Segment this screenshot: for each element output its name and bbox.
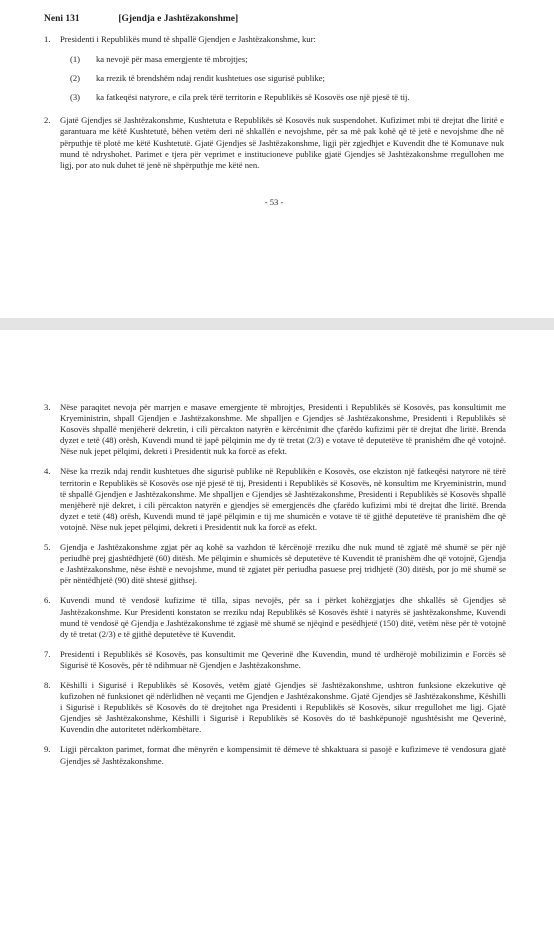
page-separator [0,318,554,330]
page-number: - 53 - [264,196,284,207]
sub-item-2 [70,73,504,84]
sub-item-number: (3) [70,92,81,103]
paragraph-6 [44,595,506,639]
paragraph-text: Nëse ka rrezik ndaj rendit kushtetues dhe sigurisë publike në Republikën e Kosovës, ose ekziston një fatkeqësi natyrore në tërë territorin e Republikës së Kosovës ose një pjesë të tij, Presidenti i Republikës së Kosovës, në konsultim me Kryeministrin, mund të shpallë Gjendjen e Jashtëzakonshme. Me shpalljen e Gjendjes së Jashtëzakonshme, Presidenti i Republikës së Kosovës shpallë menjëherë një dekret, i cili përcakton natyrën e gjendjes së emergjencës dhe çfarëdo kufizimi mbi të drejtat dhe liritë. Brenda dyzet e tetë (48) orësh, Kuvendi mund të japë pëlqimin e tij me shumicën e votave të të gjithë deputetëve të pranishëm dhe që votojnë. Nëse nuk jepet pëlqimi, dekreti i Presidentit nuk ka forcë as efekt. [60,466,506,532]
paragraph-3 [44,402,506,457]
paragraph-number: 9. [44,744,51,755]
sub-item-text: ka rrezik të brendshëm ndaj rendit kushtetues ose sigurisë publike; [96,73,325,84]
sub-item-1 [70,54,504,65]
paragraph-number: 6. [44,595,51,606]
paragraph-4 [44,466,506,533]
paragraph-number: 1. [44,34,51,44]
sub-item-text: ka nevojë për masa emergjente të mbrojtjes; [96,54,248,65]
document-page-bottom [0,330,554,932]
paragraph-text: Nëse paraqitet nevoja për marrjen e masave emergjente të mbrojtjes, Presidenti i Republikës së Kosovës, pas konsultimit me Kryeministrin, shpall Gjendjen e Jashtëzakonshme. Me shpalljen e Gjendjes së Jashtëzakonshme, Presidenti i Republikës së Kosovës shpallë menjëherë dekretin, i cili përcakton natyrën e kërcënimit dhe çfarëdo kufizimi për të drejtat dhe liritë. Brenda dyzet e tetë (48) orësh, Kuvendi mund të japë pëlqimin me dy të tretat (2/3) e votave të deputetëve të pranishëm dhe që votojnë. Nëse nuk jepet pëlqimi, dekreti i Presidentit nuk ka forcë as efekt. [60,402,506,457]
sub-item-text: ka fatkeqësi natyrore, e cila prek tërë territorin e Republikës së Kosovës ose një pjesë të tij. [96,92,410,103]
paragraph-number: 4. [44,466,51,477]
article-header [44,14,504,24]
paragraph-text: Presidenti i Republikës mund të shpallë Gjendjen e Jashtëzakonshme, kur: [60,34,316,44]
paragraph-number: 7. [44,648,51,659]
paragraph-1 [44,34,504,45]
document-page-top [0,0,554,318]
sub-item-number: (1) [70,54,81,65]
paragraph-2 [44,115,504,170]
paragraph-text: Gjatë Gjendjes së Jashtëzakonshme, Kushtetuta e Republikës së Kosovës nuk suspendohet. Kufizimet mbi të drejtat dhe liritë e garantuara me këtë Kushtetutë, bëhen vetëm deri në shkallën e nevojshme, për sa më pak kohë që të jetë e nevojshme dhe në përputhje të plotë me këtë Kushtetutë. Gjatë Gjendjes së Jashtëzakonshme, ligji për zgjedhjet e Kuvendit dhe të Komunave nuk mund të ndryshohet. Parimet e tjera për veprimet e institucioneve publike gjatë Gjendjes së Jashtëzakonshme rregullohen me ligj, por ato nuk duhet të jenë në shpërputhje me këtë nen. [60,115,504,170]
paragraph-9 [44,744,506,766]
paragraph-5 [44,542,506,586]
paragraph-text: Gjendja e Jashtëzakonshme zgjat për aq kohë sa vazhdon të kërcënojë rreziku dhe nuk mund të zgjatë më shumë se për një periudhë prej gjashtëdhjetë (60) ditësh. Me pëlqimin e shumicës së deputetëve të Kuvendit të pranishëm dhe që votojnë, Gjendja e Jashtëzakonshme, nëse është e nevojshme, mund të zgjatet për periudha pasuese prej tridhjetë (30) ditësh, por jo më shumë se për nëntëdhjetë (90) ditë shtesë gjithsej. [60,542,506,586]
paragraph-text: Kuvendi mund të vendosë kufizime të tilla, sipas nevojës, për sa i përket kohëzgjatjes dhe shkallës së Gjendjes së Jashtëzakonshme. Kur Presidenti konstaton se rreziku ndaj Republikës së Kosovës është i natyrës së jashtëzakonshme, Kuvendi mund të vendosë që Gjendja e Jashtëzakonshme të zgjasë më shumë se njëqind e pesëdhjetë (150) ditë, vetëm nëse për të votojnë dy të tretat (2/3) e të gjithë deputetëve të Kuvendit. [60,595,506,639]
article-title: [Gjendja e Jashtëzakonshme] [118,14,239,24]
article-number: Neni 131 [44,14,80,24]
paragraph-text: Presidenti i Republikës së Kosovës, pas konsultimit me Qeverinë dhe Kuvendin, mund të urdhërojë mobilizimin e Forcës së Sigurisë të Kosovës, për të ndihmuar në Gjendjen e Jashtëzakonshme. [60,648,506,670]
paragraph-number: 3. [44,402,51,412]
paragraph-number: 5. [44,542,51,553]
sub-item-3 [70,92,504,103]
paragraph-7 [44,649,506,671]
paragraph-number: 2. [44,115,51,126]
sub-item-number: (2) [70,73,81,84]
paragraph-text: Ligji përcakton parimet, format dhe mënyrën e kompensimit të dëmeve të shkaktuara si pasojë e kufizimeve të vendosura gjatë Gjendjes së Jashtëzakonshme. [60,744,506,766]
paragraph-number: 8. [44,679,51,690]
paragraph-text: Këshilli i Sigurisë i Republikës së Kosovës, vetëm gjatë Gjendjes së Jashtëzakonshme, ushtron funksione ekzekutive që kufizohen në funksionet që ndërlidhen në veçanti me Gjendjen e Jashtëzakonshme. Gjatë Gjendjes së Jashtëzakonshme, Këshilli i Sigurisë i Republikës së Kosovës do të drejtohet nga Presidenti i Republikës së Kosovës, sikur rregullohet me ligj. Gjatë Gjendjes së Jashtëzakonshme, Këshilli i Sigurisë i Republikës së Kosovës do të bashkëpunojë ngushtësisht me Qeverinë, Kuvendin dhe autoritetet ndërkombëtare. [60,679,506,735]
paragraph-8 [44,680,506,735]
